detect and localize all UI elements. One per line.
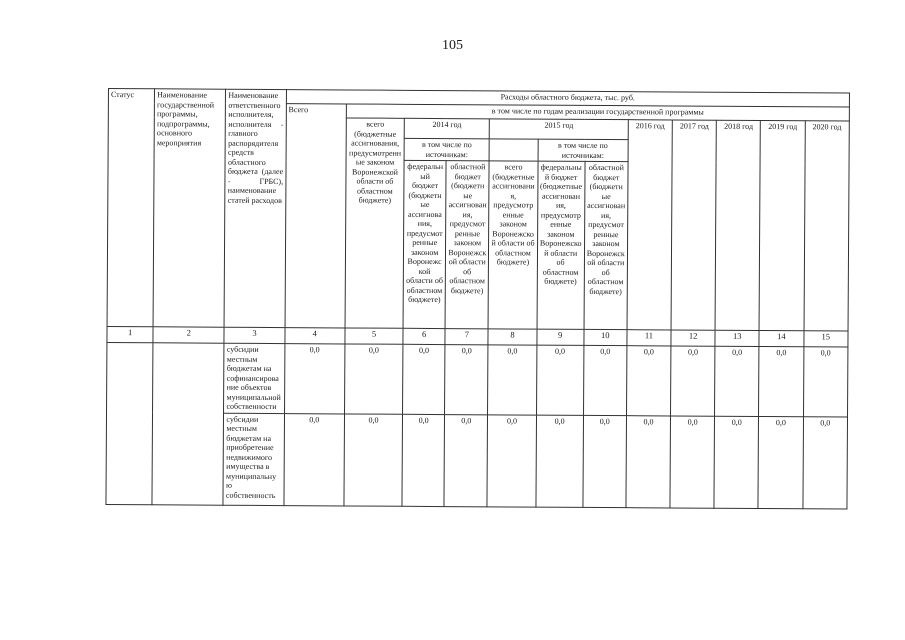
header-year-2016: 2016 год bbox=[627, 120, 672, 330]
header-regional-2015: областной бюджет (бюджетные ассигнования, предусмотренные законом Воронежской области об областном бюджете) bbox=[584, 161, 628, 329]
header-total: Всего bbox=[285, 104, 347, 328]
header-executor: Наименование ответственного исполнителя, исполнителя - главного распорядителя средств областного бюджета (далее - ГРБС), наименование статей расходов bbox=[224, 89, 286, 327]
value-cell: 0,0 bbox=[802, 416, 847, 508]
header-year-2017: 2017 год bbox=[671, 120, 716, 330]
header-federal-2014: федеральный бюджет (бюджетные ассигнования, предусмотренные законом Воронежской области об областном бюджете) bbox=[403, 160, 446, 328]
column-number: 9 bbox=[537, 329, 584, 345]
column-number: 7 bbox=[445, 329, 488, 345]
value-cell: 0,0 bbox=[284, 413, 345, 505]
header-regional-2014: областной бюджет (бюджетные ассигнования, предусмотренные законом Воронежской области об областном бюджете) bbox=[445, 161, 489, 329]
value-cell: 0,0 bbox=[344, 413, 403, 505]
header-expenses-title: Расходы областного бюджета, тыс. руб. bbox=[286, 90, 849, 107]
header-empty-2015 bbox=[489, 139, 537, 161]
header-total-planned: всего (бюджетные ассигнования, предусмотренные законом Воронежской области об областном бюджете) bbox=[345, 118, 405, 328]
value-cell: 0,0 bbox=[487, 414, 536, 506]
value-cell: 0,0 bbox=[488, 345, 537, 415]
table-row bbox=[107, 342, 848, 416]
value-cell: 0,0 bbox=[759, 346, 804, 416]
column-number: 11 bbox=[627, 330, 671, 346]
value-cell: 0,0 bbox=[714, 416, 759, 508]
value-cell: 0,0 bbox=[670, 415, 715, 507]
header-status: Статус bbox=[107, 89, 155, 327]
value-cell: 0,0 bbox=[626, 346, 671, 416]
row-label: субсидии местным бюджетам на приобретение недвижимого имущества в муниципальную собственность bbox=[223, 413, 284, 505]
value-cell: 0,0 bbox=[803, 347, 848, 417]
header-federal-2015: федеральный бюджет (бюджетные ассигнования, предусмотренные законом Воронежской области об областном бюджете) bbox=[537, 161, 585, 329]
header-by-years: в том числе по годам реализации государственной программы bbox=[346, 104, 849, 121]
value-cell: 0,0 bbox=[715, 346, 760, 416]
header-year-2015: 2015 год bbox=[490, 119, 629, 140]
value-cell: 0,0 bbox=[758, 416, 803, 508]
column-number: 4 bbox=[285, 328, 345, 344]
program-name-cell bbox=[152, 343, 224, 505]
value-cell: 0,0 bbox=[583, 415, 627, 507]
value-cell: 0,0 bbox=[536, 345, 584, 415]
header-program-name: Наименование государственной программы, подпрограммы, основного мероприятия bbox=[153, 89, 226, 327]
row-label: субсидии местным бюджетам на софинансирование объектов муниципальной собственности bbox=[224, 343, 285, 413]
header-year-2018: 2018 год bbox=[715, 120, 760, 330]
column-number: 3 bbox=[224, 327, 284, 343]
header-by-sources-2015: в том числе по источникам: bbox=[538, 139, 628, 162]
column-number: 13 bbox=[715, 330, 759, 346]
column-number: 1 bbox=[107, 326, 153, 342]
column-number: 6 bbox=[403, 328, 445, 344]
value-cell: 0,0 bbox=[402, 414, 445, 506]
budget-table bbox=[105, 88, 850, 509]
column-number: 10 bbox=[584, 329, 627, 345]
column-number: 5 bbox=[345, 328, 403, 344]
column-number: 2 bbox=[153, 327, 224, 343]
value-cell: 0,0 bbox=[344, 344, 403, 414]
value-cell: 0,0 bbox=[445, 345, 489, 415]
value-cell: 0,0 bbox=[626, 415, 671, 507]
column-number: 8 bbox=[488, 329, 536, 345]
value-cell: 0,0 bbox=[583, 345, 627, 415]
page-number: 105 bbox=[442, 38, 463, 53]
header-year-2020: 2020 год bbox=[804, 121, 850, 331]
value-cell: 0,0 bbox=[444, 414, 488, 506]
value-cell: 0,0 bbox=[284, 344, 345, 414]
value-cell: 0,0 bbox=[671, 346, 716, 416]
column-number: 12 bbox=[671, 330, 715, 346]
header-by-sources-2014: в том числе по источникам: bbox=[404, 138, 489, 161]
column-number: 14 bbox=[759, 330, 803, 346]
value-cell: 0,0 bbox=[403, 344, 446, 414]
header-year-2019: 2019 год bbox=[759, 120, 804, 330]
status-cell bbox=[106, 342, 153, 504]
header-total-2015: всего (бюджетные ассигнования, предусмотренные законом Воронежской области об областном бюджете) bbox=[488, 161, 537, 329]
header-year-2014: 2014 год bbox=[404, 118, 489, 139]
budget-table-sheet bbox=[105, 88, 850, 509]
column-number: 15 bbox=[803, 331, 848, 347]
value-cell: 0,0 bbox=[536, 415, 584, 507]
